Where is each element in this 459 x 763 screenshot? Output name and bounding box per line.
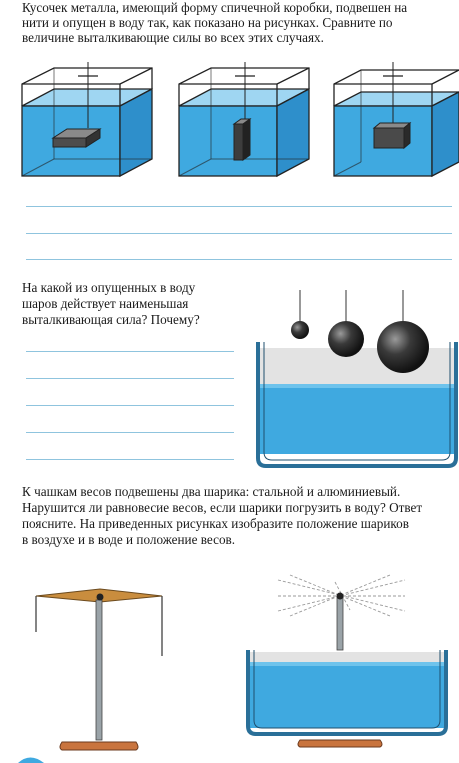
question-line: выталкивающая сила? Почему? — [22, 312, 200, 327]
question-line: в воздухе и в воде и положение весов. — [22, 532, 236, 547]
answer-line[interactable] — [26, 351, 234, 352]
balance-in-air — [36, 589, 162, 750]
tank-horizontal-block — [22, 62, 152, 176]
question-line: Кусочек металла, имеющий форму спичечной коробки, подвешен на — [22, 0, 408, 15]
tank-face-block — [334, 62, 459, 176]
answer-line[interactable] — [26, 206, 452, 207]
question-line: К чашкам весов подвешены два шарика: стальной и алюминиевый. — [22, 484, 401, 499]
tank-vertical-block — [179, 62, 309, 176]
question-line: поясните. На приведенных рисунках изобразите положение шариков — [22, 516, 409, 531]
page-corner-mark — [18, 758, 44, 763]
answer-line[interactable] — [26, 233, 452, 234]
answer-line[interactable] — [26, 432, 234, 433]
balance-in-water — [248, 575, 446, 747]
question-line: На какой из опущенных в воду — [22, 280, 196, 295]
answer-line[interactable] — [26, 259, 452, 260]
medium-ball — [328, 321, 364, 357]
answer-line[interactable] — [26, 459, 234, 460]
question-line: нити и опущен в воду так, как показано на рисунках. Сравните по — [22, 15, 393, 30]
balls-in-water-figure — [258, 290, 456, 466]
question-line: величине выталкивающие силы во всех этих случаях. — [22, 30, 324, 45]
answer-line[interactable] — [26, 405, 234, 406]
question-line: Нарушится ли равновесие весов, если шарики погрузить в воду? Ответ — [22, 500, 423, 515]
answer-line[interactable] — [26, 378, 234, 379]
question-line: шаров действует наименьшая — [22, 296, 189, 311]
large-ball — [377, 321, 429, 373]
small-ball — [291, 321, 309, 339]
